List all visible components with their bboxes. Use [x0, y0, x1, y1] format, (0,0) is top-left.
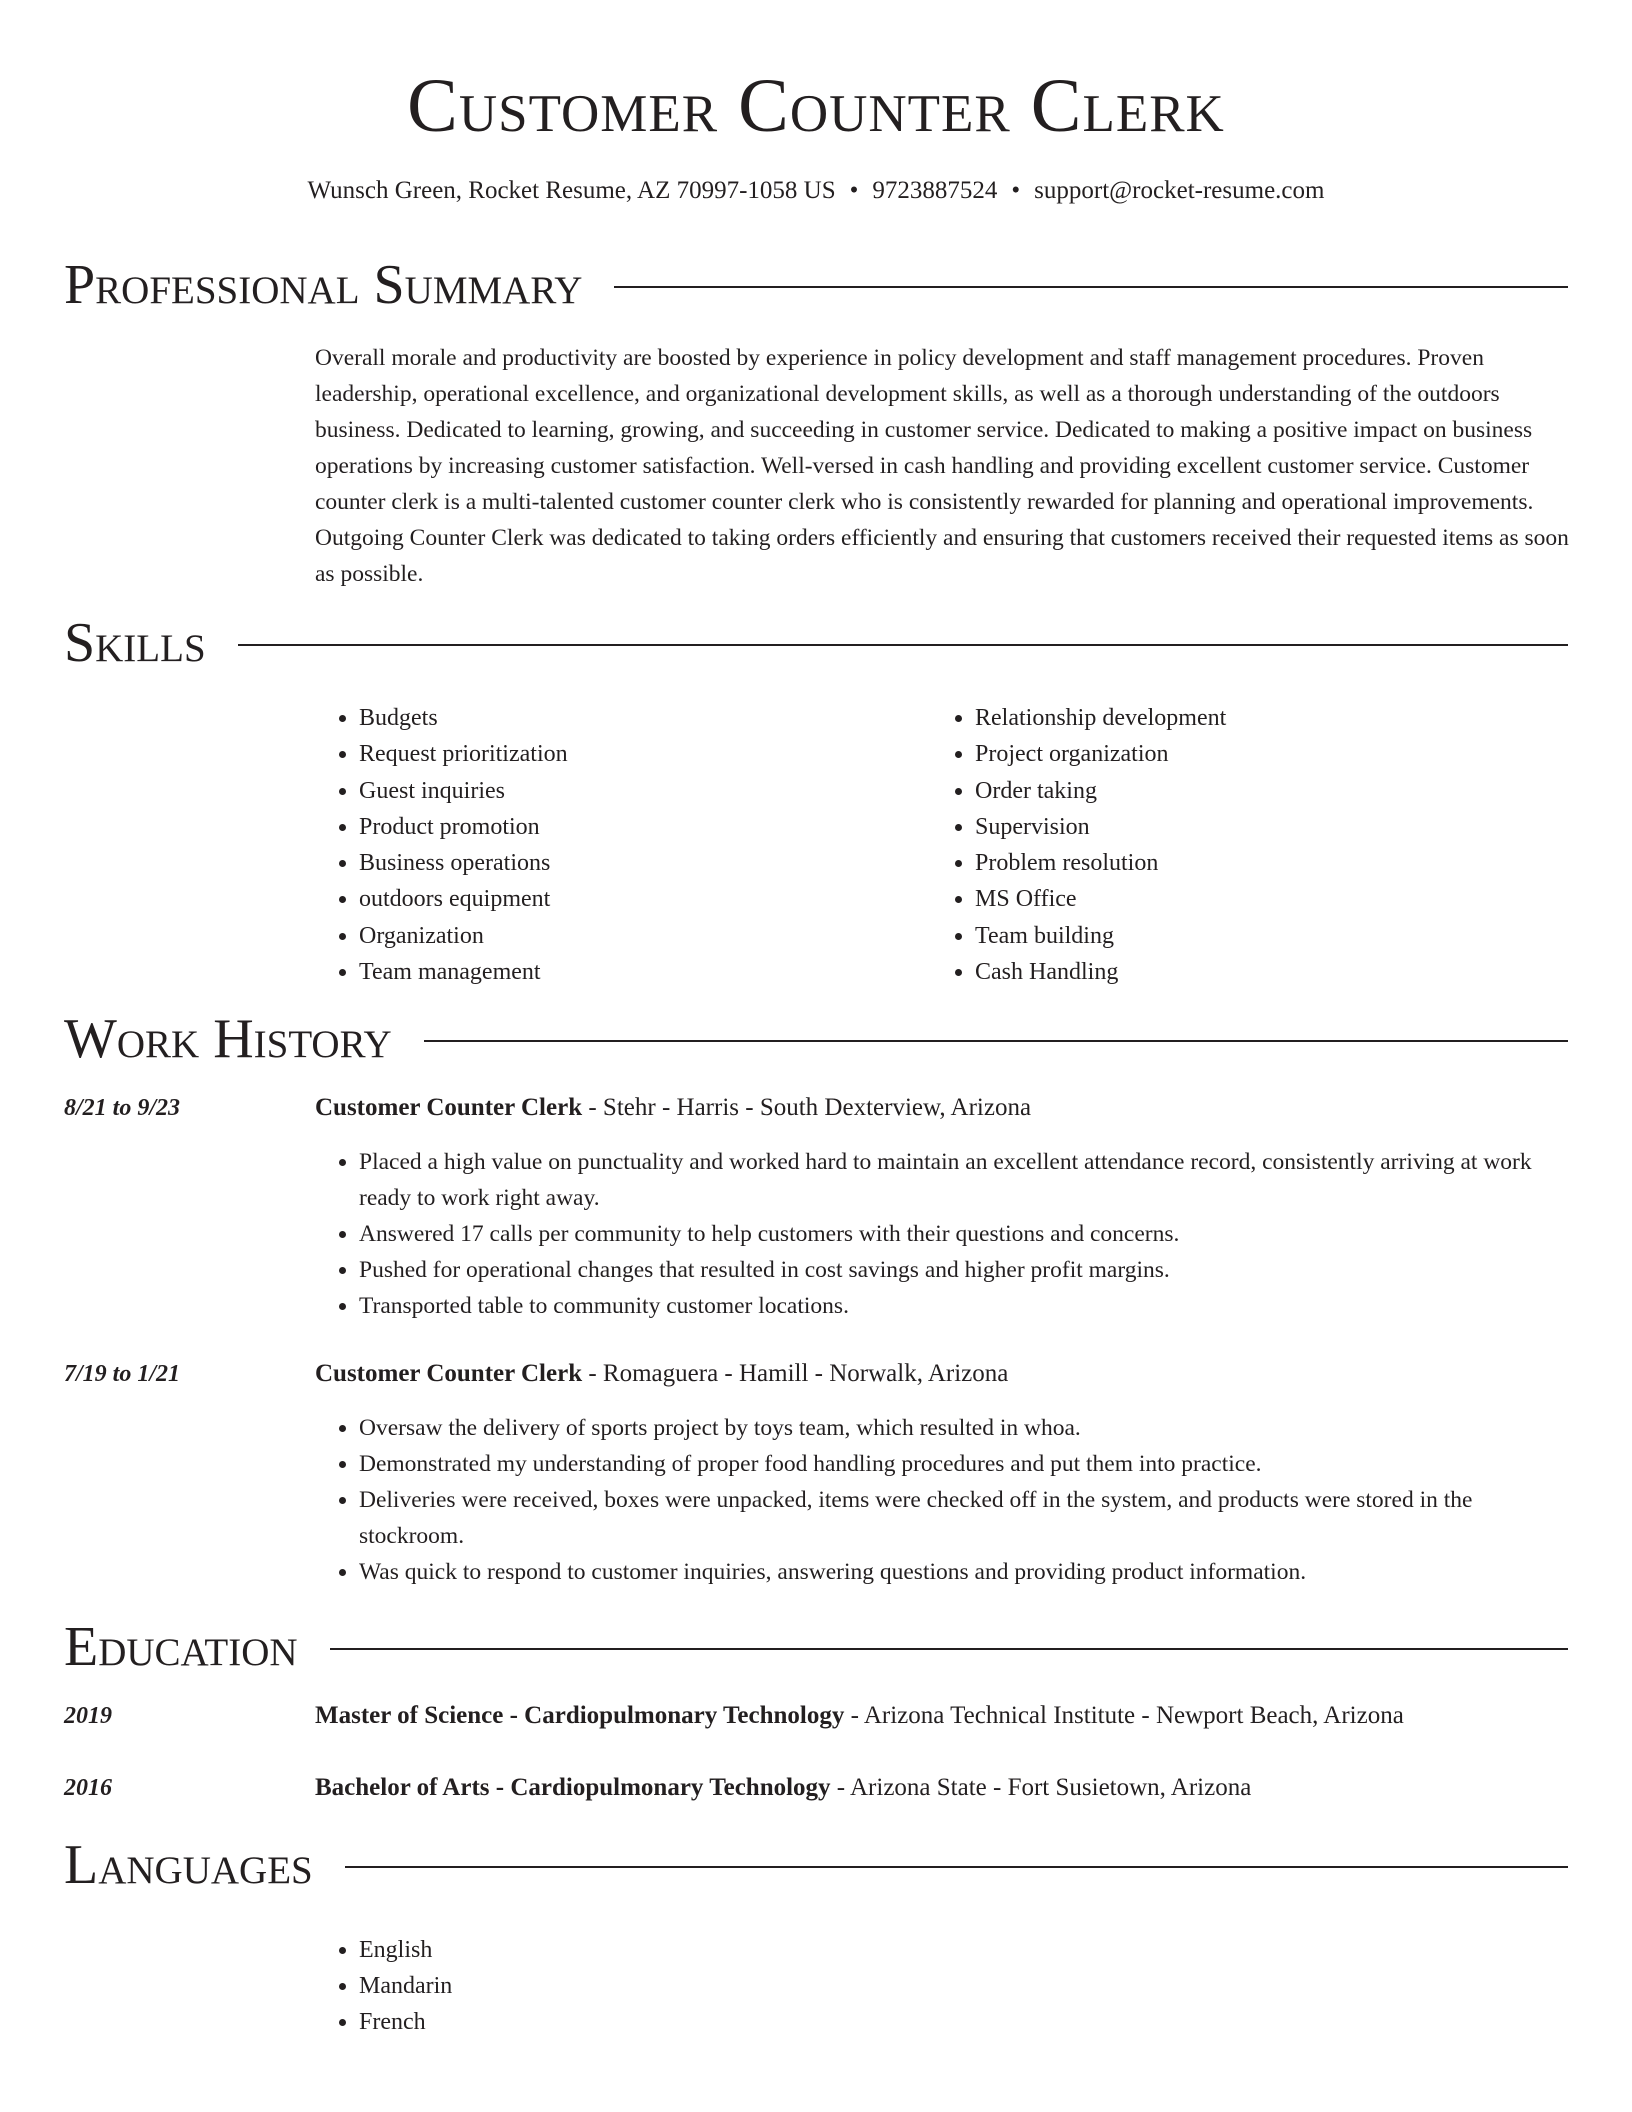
language-item: • Mandarin — [359, 1968, 915, 2004]
contact-separator: • — [849, 177, 859, 204]
skills-list — [931, 700, 1491, 990]
skill-item: • outdoors equipment — [359, 881, 875, 917]
skill-item: • Relationship development — [975, 700, 1491, 736]
skills-column-right — [931, 700, 1491, 990]
contact-email: support@rocket-resume.com — [1034, 177, 1325, 204]
section-title: Skills — [64, 612, 206, 674]
skill-item: • Business operations — [359, 845, 875, 881]
section-divider — [345, 1866, 1568, 1868]
summary-text: Overall morale and productivity are boosted by experience in policy development and staff management procedures. Proven leadership, operational excellence, and organizational development skills, as well as a thorough understanding of the outdoors business. Dedicated to learning, growing, and succeeding in customer service. Dedicated to making a positive impact on business operations by increasing customer satisfaction. Well-versed in cash handling and providing excellent customer service. Customer counter clerk is a multi-talented customer counter clerk who is consistently rewarded for planning and operational improvements. Outgoing Counter Clerk was dedicated to taking orders efficiently and ensuring that customers received their requested items as soon as possible. — [315, 345, 1569, 587]
candidate-name: Customer Counter Clerk — [407, 64, 1225, 148]
section-divider — [238, 644, 1568, 646]
education-heading — [315, 1770, 1575, 1806]
education-year: 2019 — [64, 1703, 112, 1729]
job-bullet: • Deliveries were received, boxes were unpacked, items were checked off in the system, and products were stored in the stockroom. — [359, 1482, 1575, 1554]
skill-item: • MS Office — [975, 881, 1491, 917]
skill-item: • Guest inquiries — [359, 773, 875, 809]
job-bullet: • Answered 17 calls per community to help customers with their questions and concerns. — [359, 1216, 1575, 1252]
job-responsibilities — [315, 1410, 1575, 1590]
skill-item: • Cash Handling — [975, 954, 1491, 990]
skill-item: • Budgets — [359, 700, 875, 736]
skill-item: • Supervision — [975, 809, 1491, 845]
section-title: Education — [64, 1616, 298, 1678]
skill-item: • Project organization — [975, 736, 1491, 772]
section-header-skills — [64, 608, 1568, 678]
job-title: Customer Counter Clerk — [315, 1094, 583, 1121]
education-school-location: - Arizona State - Fort Susietown, Arizona — [830, 1774, 1252, 1801]
section-header-education — [64, 1612, 1568, 1682]
skill-item: • Order taking — [975, 773, 1491, 809]
section-divider — [424, 1040, 1568, 1042]
section-header-languages — [64, 1830, 1568, 1900]
section-title: Work History — [64, 1008, 392, 1070]
job-dates: 8/21 to 9/23 — [64, 1095, 181, 1121]
contact-phone: 9723887524 — [872, 177, 998, 204]
skill-item: • Team building — [975, 918, 1491, 954]
skill-item: • Problem resolution — [975, 845, 1491, 881]
job-employer-location: - Romaguera - Hamill - Norwalk, Arizona — [582, 1360, 1009, 1387]
section-divider — [614, 286, 1568, 288]
skill-item: • Product promotion — [359, 809, 875, 845]
section-header-work-history — [64, 1004, 1568, 1074]
job-bullet: • Transported table to community customer locations. — [359, 1288, 1575, 1324]
skills-list — [315, 700, 875, 990]
section-title: Professional Summary — [64, 254, 583, 316]
job-dates: 7/19 to 1/21 — [64, 1361, 181, 1387]
skill-item: • Team management — [359, 954, 875, 990]
job-responsibilities — [315, 1144, 1575, 1324]
job-bullet: • Was quick to respond to customer inquiries, answering questions and providing product information. — [359, 1554, 1575, 1590]
education-degree: Master of Science - Cardiopulmonary Technology — [315, 1702, 845, 1729]
education-year: 2016 — [64, 1775, 112, 1801]
language-item: • French — [359, 2004, 915, 2040]
education-school-location: - Arizona Technical Institute - Newport Beach, Arizona — [844, 1702, 1404, 1729]
contact-line — [0, 174, 1632, 208]
skill-item: • Organization — [359, 918, 875, 954]
job-bullet: • Pushed for operational changes that resulted in cost savings and higher profit margins. — [359, 1252, 1575, 1288]
skill-item: • Request prioritization — [359, 736, 875, 772]
skills-column-left — [315, 700, 875, 990]
languages-list — [315, 1932, 915, 2040]
contact-address: Wunsch Green, Rocket Resume, AZ 70997-1058 US — [307, 177, 836, 204]
language-item: • English — [359, 1932, 915, 1968]
section-header-summary — [64, 250, 1568, 320]
job-bullet: • Oversaw the delivery of sports project by toys team, which resulted in whoa. — [359, 1410, 1575, 1446]
job-title: Customer Counter Clerk — [315, 1360, 583, 1387]
job-bullet: • Placed a high value on punctuality and worked hard to maintain an excellent attendance record, consistently arriving at work ready to work right away. — [359, 1144, 1575, 1216]
job-employer-location: - Stehr - Harris - South Dexterview, Arizona — [582, 1094, 1032, 1121]
section-divider — [330, 1648, 1568, 1650]
section-title: Languages — [64, 1834, 313, 1896]
education-heading — [315, 1698, 1575, 1734]
education-degree: Bachelor of Arts - Cardiopulmonary Technology — [315, 1774, 831, 1801]
job-heading — [315, 1356, 1575, 1392]
job-bullet: • Demonstrated my understanding of proper food handling procedures and put them into practice. — [359, 1446, 1575, 1482]
job-heading — [315, 1090, 1575, 1126]
contact-separator: • — [1011, 177, 1021, 204]
